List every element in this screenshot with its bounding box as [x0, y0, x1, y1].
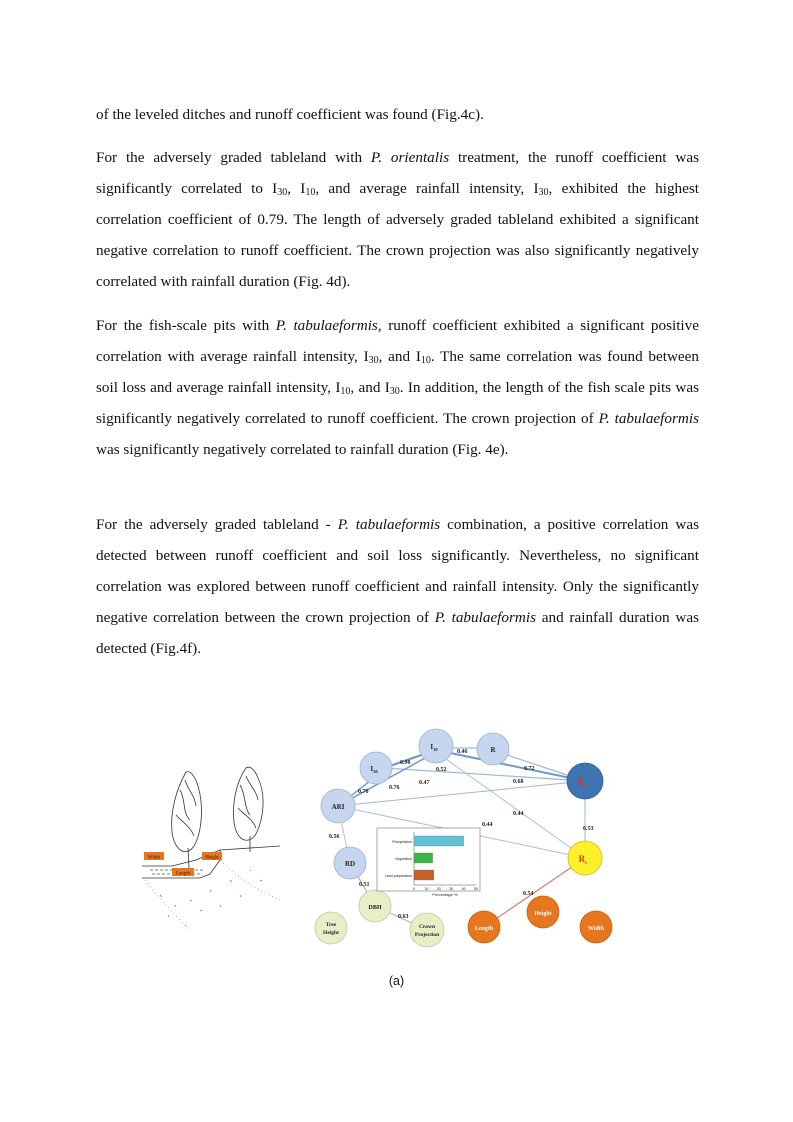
edge-label: 0.46	[457, 749, 468, 755]
category-label: Vegetation	[395, 857, 412, 861]
edge-label: 0.53	[583, 826, 594, 832]
category-label: Precipitation	[392, 840, 412, 844]
edge-label: 0.98	[400, 760, 411, 766]
svg-text:Length: Length	[474, 926, 494, 932]
svg-text:Height: Height	[323, 930, 339, 936]
svg-text:Height: Height	[534, 911, 552, 917]
node-rd	[334, 847, 366, 879]
inset-bar-chart	[377, 828, 480, 897]
x-axis-label: Percentage %	[432, 892, 458, 897]
bar-precipitation	[414, 836, 464, 846]
node-i30	[360, 752, 392, 784]
svg-text:Width: Width	[587, 926, 605, 932]
sketch-label-height	[202, 852, 222, 861]
edge-label: 0.68	[513, 779, 524, 785]
node-rc	[568, 841, 602, 875]
node-i10	[419, 729, 453, 763]
edge-label: 0.51	[359, 882, 370, 888]
sketch-label-length	[172, 868, 194, 877]
svg-text:I10: $I_{10}$	[430, 743, 438, 752]
tree-sketch-1	[172, 772, 202, 868]
paragraph-2: For the fish-scale pits with P. tabulaeformis, runoff coefficient exhibited a significant positive correlation with average rainfall intensity, $I_{30}$, and $I_{10}$. The same correlation was found between soil loss and average rainfall intensity, $I_{10}$, and $I_{30}$. In addition, the length of the fish scale pits was significantly negatively correlated to runoff coefficient. The crown projection of P. tabulaeformis was significantly negatively correlated to rainfall duration (Fig. 4e).	[96, 317, 699, 458]
node-ari	[321, 789, 355, 823]
tick-label: 0	[413, 887, 415, 891]
sketch-label-width	[144, 852, 164, 861]
tick-label: 30	[449, 887, 454, 891]
edge-label: 0.54	[523, 891, 534, 897]
bar-vegetation	[414, 853, 433, 863]
node-tree-height	[315, 912, 347, 944]
tick-label: 50	[474, 887, 478, 891]
edge-label: 0.72	[524, 766, 535, 772]
paragraph-3: For the adversely graded tableland - P. tabulaeformis combination, a positive correlation was detected between runoff coefficient and soil loss significantly. Nevertheless, no significant correlation was explored between runoff coefficient and rainfall intensity. Only the significantly negative correlation between the crown projection of P. tabulaeformis and rainfall duration was detected (Fig.4f).	[96, 516, 699, 657]
svg-text:Length: Length	[175, 871, 191, 877]
svg-text:ARI: ARI	[331, 803, 345, 811]
paragraph-text: of the leveled ditches and runoff coefficient was found (Fig.4c).	[96, 106, 484, 123]
svg-text:Width: Width	[147, 855, 161, 861]
terrace-sketch	[142, 767, 280, 930]
bar-land-preparation	[414, 870, 434, 880]
node-crown-projection	[410, 913, 444, 947]
svg-text:I30: $I_{30}$	[370, 765, 378, 774]
svg-text:R: R	[490, 746, 496, 754]
svg-text:Projection: Projection	[414, 932, 440, 938]
svg-text:Height: Height	[205, 855, 219, 861]
figure-caption: (a)	[388, 974, 405, 988]
tick-label: 10	[424, 887, 429, 891]
svg-text:RD: RD	[344, 860, 356, 868]
svg-text:Rc: $R_c$	[578, 854, 588, 866]
tree-sketch-2	[234, 767, 264, 852]
edge-label: 0.70	[358, 789, 369, 795]
edge-label: 0.52	[436, 767, 447, 773]
node-dbh	[359, 890, 391, 922]
svg-text:Est: $E_{st}$	[577, 777, 589, 789]
node-height	[527, 896, 559, 928]
svg-text:Crown: Crown	[418, 924, 436, 930]
svg-text:Tree: Tree	[325, 922, 337, 928]
tick-label: 20	[436, 887, 441, 891]
paragraph-1: For the adversely graded tableland with P. orientalis treatment, the runoff coefficient was significantly correlated to $I_{30}$, $I_{10}$, and average rainfall intensity, $I_{30}$, exhibited the highest correlation coefficient of 0.79. The length of adversely graded tableland exhibited a significant negative correlation to runoff coefficient. The crown projection was also significantly negatively correlated with rainfall duration (Fig. 4d).	[96, 149, 700, 290]
edge-label: 0.47	[419, 780, 430, 786]
svg-text:DBH: DBH	[368, 905, 382, 911]
tick-label: 40	[461, 887, 466, 891]
edge-label: 0.44	[513, 811, 524, 817]
node-r	[477, 733, 509, 765]
edge-label: 0.44	[482, 822, 493, 828]
edge-label: 0.76	[389, 785, 400, 791]
node-est	[567, 763, 603, 799]
category-label: Land preparation	[384, 874, 412, 878]
node-length	[468, 911, 500, 943]
edge-label: 0.56	[329, 834, 340, 840]
edge-label: 0.63	[398, 914, 409, 920]
node-width	[580, 911, 612, 943]
